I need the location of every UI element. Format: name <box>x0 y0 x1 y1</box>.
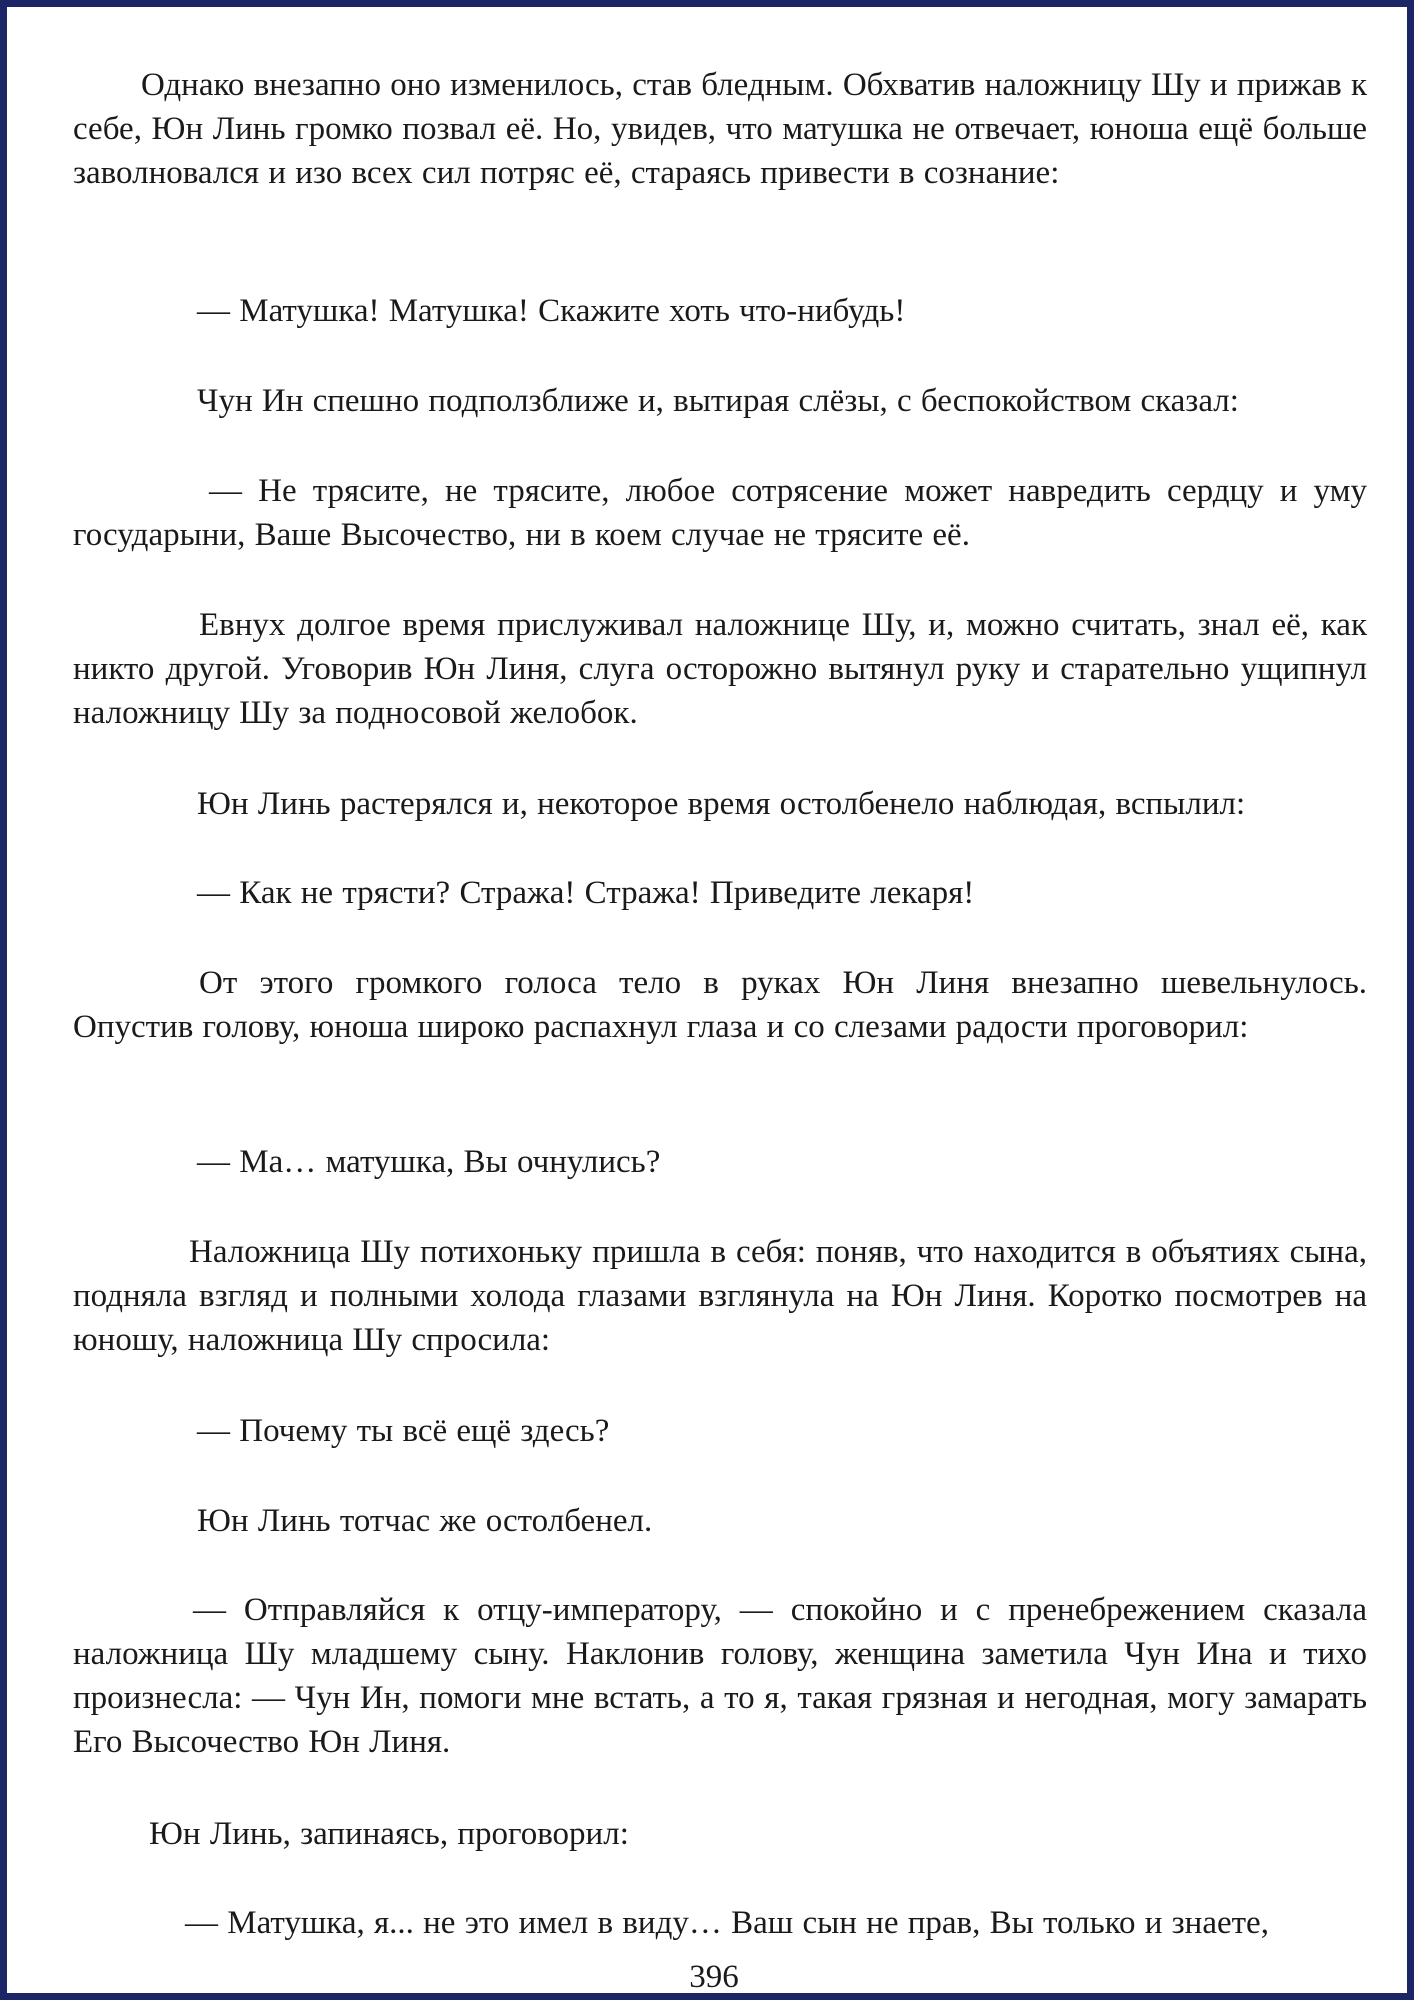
paragraph-6: Юн Линь растерялся и, некоторое время остолбенело наблюдая, вспылил: <box>197 786 1246 822</box>
page-number: 396 <box>689 1959 739 1995</box>
paragraph-12: Юн Линь тотчас же остолбенел. <box>197 1503 653 1539</box>
paragraph-4: — Не трясите, не трясите, любое сотрясение может навредить сердцу и уму государыни, Ваше Высочество, ни в коем случае не трясите её. <box>73 473 1367 553</box>
paragraph-11: — Почему ты всё ещё здесь? <box>197 1413 610 1449</box>
paragraph-5: Евнух долгое время прислуживал наложнице Шу, и, можно считать, знал её, как никто другой. Уговорив Юн Линя, слуга осторожно вытянул руку и старательно ущипнул наложницу Шу за подносовой желобок. <box>73 607 1367 731</box>
paragraph-10: Наложница Шу потихоньку пришла в себя: поняв, что находится в объятиях сына, подняла взгляд и полными холода глазами взглянула на Юн Линя. Коротко посмотрев на юношу, наложница Шу спросила: <box>73 1234 1367 1358</box>
paragraph-13: — Отправляйся к отцу-императору, — спокойно и с пренебрежением сказала наложница Шу младшему сыну. Наклонив голову, женщина заметила Чун Ина и тихо произнесла: — Чун Ин, помоги мне встать, а то я, такая грязная и негодная, могу замарать Его Высочество Юн Линя. <box>73 1592 1367 1760</box>
paragraph-15: — Матушка, я... не это имел в виду… Ваш сын не прав, Вы только и знаете, <box>185 1905 1269 1941</box>
paragraph-3: Чун Ин спешно подползближе и, вытирая слёзы, с беспокойством сказал: <box>197 383 1239 419</box>
paragraph-7: — Как не трясти? Стража! Стража! Приведите лекаря! <box>197 875 975 911</box>
paragraph-9: — Ма… матушка, Вы очнулись? <box>197 1144 661 1180</box>
paragraph-14: Юн Линь, запинаясь, проговорил: <box>149 1816 629 1852</box>
paragraph-1: Однако внезапно оно изменилось, став бледным. Обхватив наложницу Шу и прижав к себе, Юн Линь громко позвал её. Но, увидев, что матушка не отвечает, юноша ещё больше заволновался и изо всех сил потряс её, стараясь привести в сознание: <box>73 67 1367 191</box>
paragraph-8: От этого громкого голоса тело в руках Юн Линя внезапно шевельнулось. Опустив голову, юноша широко распахнул глаза и со слезами радости проговорил: <box>73 965 1367 1045</box>
paragraph-2: — Матушка! Матушка! Скажите хоть что-нибудь! <box>197 293 906 329</box>
